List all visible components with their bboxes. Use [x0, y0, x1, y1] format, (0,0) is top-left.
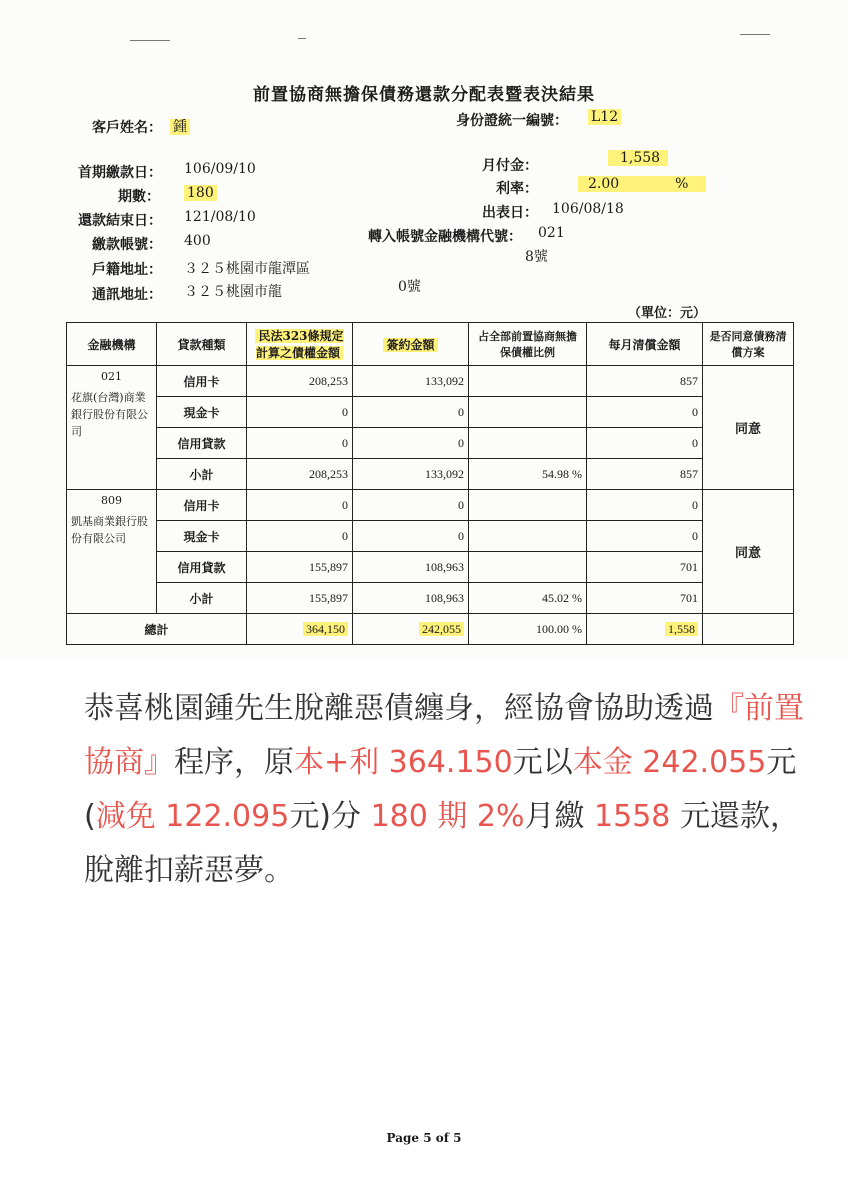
header-ratio: 占全部前置協商無擔保債權比例 [469, 323, 587, 366]
rate-value: 2.00 % [578, 176, 706, 192]
total-ratio: 100.00 % [469, 614, 587, 645]
agree-status: 同意 [703, 490, 794, 614]
periods-label: 期數： [118, 189, 160, 205]
mail-label: 通訊地址： [92, 287, 162, 303]
table-row [67, 583, 794, 614]
household-suffix: 8號 [525, 249, 548, 265]
claim-amount: 208,253 [247, 459, 353, 490]
total-claim: 364,150 [247, 614, 353, 645]
bank-name: 凱基商業銀行股份有限公司 [71, 515, 148, 545]
ratio [469, 366, 587, 397]
scan-speck [298, 38, 306, 39]
issue-label: 出表日： [482, 205, 538, 221]
claim-amount: 0 [247, 397, 353, 428]
total-row [67, 614, 794, 645]
id-value: L12 [588, 109, 621, 125]
page-number: Page 5 of 5 [386, 1131, 462, 1145]
table-row [67, 552, 794, 583]
form-title: 前置協商無擔保債務還款分配表暨表決結果 [253, 85, 595, 105]
monthly-amount: 701 [587, 552, 703, 583]
loan-type: 現金卡 [157, 397, 247, 428]
ratio [469, 428, 587, 459]
periods-value: 180 [184, 185, 217, 201]
bank-code: 809 [101, 494, 122, 507]
household-label: 戶籍地址： [92, 262, 162, 278]
bank-name: 花旗(台灣)商業銀行股份有限公司 [71, 391, 148, 438]
table-row [67, 366, 794, 397]
monthly-amount: 0 [587, 397, 703, 428]
bank-cell-kgi [67, 490, 157, 614]
contract-amount: 108,963 [353, 552, 469, 583]
loan-type: 信用貸款 [157, 428, 247, 459]
id-label: 身份證統一編號： [456, 113, 568, 129]
congratulation-message: 恭喜桃園鍾先生脫離惡債纏身，經協會協助透過『前置協商』程序，原本+利 364.150元以本金 242.055元(減免 122.095元)分 180 期 2%月繳 1558 元還款，脫離扣薪惡夢。 [84, 691, 804, 888]
monthly-amount: 0 [587, 521, 703, 552]
monthly-amount: 857 [587, 366, 703, 397]
header-institution: 金融機構 [67, 323, 157, 366]
scan-speck [740, 34, 770, 35]
unit-label: （單位：元） [628, 306, 707, 321]
loan-type: 現金卡 [157, 521, 247, 552]
claim-amount: 0 [247, 521, 353, 552]
total-agree-empty [703, 614, 794, 645]
contract-amount: 0 [353, 397, 469, 428]
loan-type: 小計 [157, 583, 247, 614]
first-pay-label: 首期繳款日： [78, 165, 162, 181]
monthly-amount: 701 [587, 583, 703, 614]
loan-type: 信用卡 [157, 366, 247, 397]
ratio [469, 490, 587, 521]
account-value: 400 [184, 233, 211, 249]
end-label: 還款結束日： [78, 213, 162, 229]
issue-value: 106/08/18 [552, 201, 624, 217]
contract-amount: 133,092 [353, 459, 469, 490]
mail-value: ３２５桃園市龍 [184, 284, 282, 300]
ratio [469, 552, 587, 583]
loan-type: 小計 [157, 459, 247, 490]
agree-status: 同意 [703, 366, 794, 490]
ratio [469, 521, 587, 552]
header-agree: 是否同意債務清償方案 [703, 323, 794, 366]
mail-suffix: 0號 [398, 279, 421, 295]
header-claim-amount: 民法323條規定計算之債權金額 [247, 323, 353, 366]
transfer-label: 轉入帳號金融機構代號： [368, 229, 522, 245]
rate-label: 利率： [496, 181, 538, 197]
monthly-amount: 0 [587, 428, 703, 459]
customer-value: 鍾 [170, 116, 190, 136]
contract-amount: 0 [353, 428, 469, 459]
ratio: 45.02 % [469, 583, 587, 614]
total-label: 總計 [67, 614, 247, 645]
transfer-value: 021 [538, 225, 565, 241]
claim-amount: 0 [247, 428, 353, 459]
contract-amount: 108,963 [353, 583, 469, 614]
monthly-amount: 0 [587, 490, 703, 521]
table-row [67, 521, 794, 552]
contract-amount: 0 [353, 490, 469, 521]
account-label: 繳款帳號： [92, 237, 162, 253]
household-value: ３２５桃園市龍潭區 [184, 261, 310, 277]
table-row [67, 490, 794, 521]
contract-amount: 0 [353, 521, 469, 552]
monthly-label: 月付金： [482, 158, 538, 174]
first-pay-value: 106/09/10 [184, 161, 256, 177]
customer-label: 客戶姓名： [92, 120, 162, 136]
table-row [67, 428, 794, 459]
end-value: 121/08/10 [184, 209, 256, 225]
header-monthly: 每月清償金額 [587, 323, 703, 366]
contract-amount: 133,092 [353, 366, 469, 397]
header-loan-type: 貸款種類 [157, 323, 247, 366]
header-contract-amount: 簽約金額 [353, 323, 469, 366]
claim-amount: 208,253 [247, 366, 353, 397]
ratio: 54.98 % [469, 459, 587, 490]
claim-amount: 155,897 [247, 552, 353, 583]
monthly-value: 1,558 [608, 150, 668, 166]
table-row [67, 459, 794, 490]
claim-amount: 155,897 [247, 583, 353, 614]
bank-code: 021 [101, 370, 122, 383]
table-header-row [67, 323, 794, 366]
total-contract: 242,055 [353, 614, 469, 645]
debt-allocation-table [66, 322, 794, 645]
monthly-amount: 857 [587, 459, 703, 490]
loan-type: 信用卡 [157, 490, 247, 521]
total-monthly: 1,558 [587, 614, 703, 645]
loan-type: 信用貸款 [157, 552, 247, 583]
ratio [469, 397, 587, 428]
bank-cell-citi [67, 366, 157, 490]
table-row [67, 397, 794, 428]
scan-speck [130, 40, 170, 41]
claim-amount: 0 [247, 490, 353, 521]
